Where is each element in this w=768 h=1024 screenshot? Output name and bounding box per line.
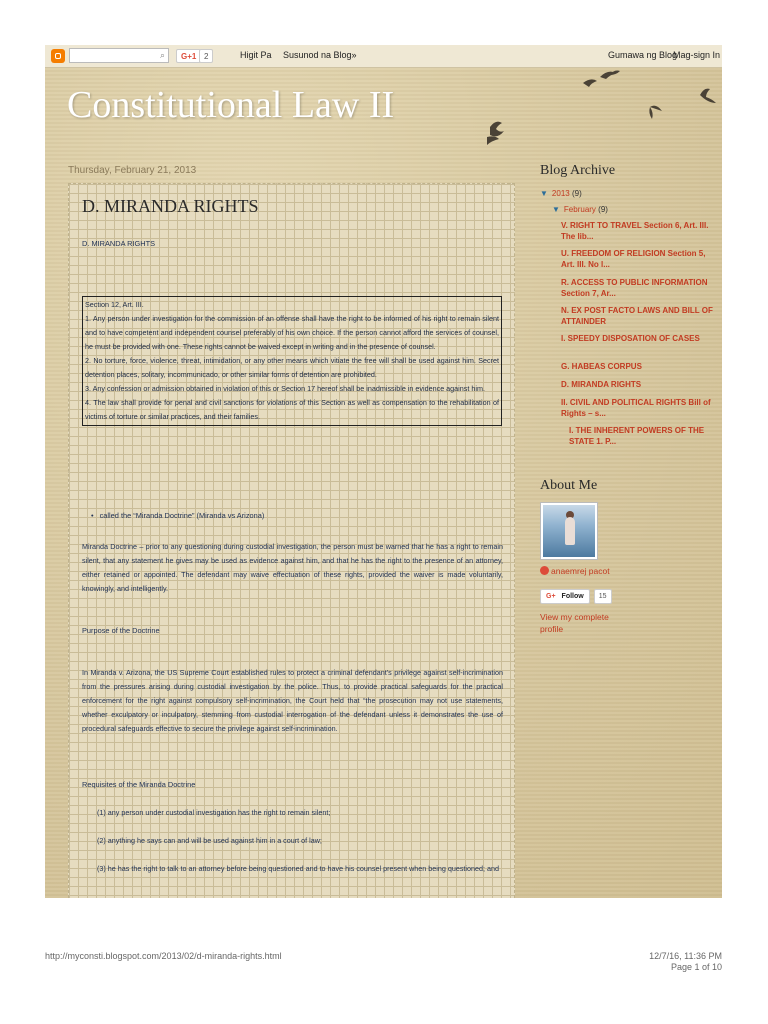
- follow-label[interactable]: Follow: [561, 593, 584, 600]
- about-heading: About Me: [540, 478, 598, 493]
- archive-post-link[interactable]: R. ACCESS TO PUBLIC INFORMATION Section 7, Ar...: [561, 278, 708, 298]
- blog-page: [45, 45, 722, 898]
- profile-photo[interactable]: [543, 505, 595, 557]
- profile-name[interactable]: [540, 566, 610, 577]
- more-link[interactable]: Higit Pa: [240, 50, 272, 60]
- archive-month-count: (9): [598, 205, 608, 214]
- section-heading: Section 12, Art. III.: [85, 300, 144, 309]
- expand-triangle-icon[interactable]: ▼: [540, 189, 548, 198]
- archive-post-link[interactable]: D. MIRANDA RIGHTS: [561, 380, 642, 389]
- requisite-3: (3) he has the right to talk to an attorney before being questioned and to have his counsel present when being questioned; and: [97, 864, 499, 873]
- view-profile-link[interactable]: View my complete profile: [540, 612, 609, 634]
- section-clause-2: 2. No torture, force, violence, threat, intimidation, or any other means which vitiate the free will shall be used against him. Secret detention places, solitary, incommunicado, or other similar forms of detention are prohibited.: [85, 356, 499, 379]
- section-clause-1: 1. Any person under investigation for the commission of an offense shall have the right to be informed of his right to remain silent and to have competent and independent counsel preferably of his own choice. If the person cannot afford the services of counsel, he must be provided with one. These rights cannot be waived except in writing and in the presence of counsel.: [85, 314, 499, 351]
- archive-heading: Blog Archive: [540, 163, 616, 178]
- search-input[interactable]: [69, 48, 169, 63]
- sign-in-link[interactable]: Mag-sign In: [673, 50, 721, 60]
- archive-post-link[interactable]: U. FREEDOM OF RELIGION Section 5, Art. III. No l...: [561, 249, 706, 269]
- footer-meta: [649, 951, 722, 973]
- purpose-paragraph: In Miranda v. Arizona, the US Supreme Court established rules to protect a criminal defendant’s privilege against self-incrimination from the pressures arising during custodial investigation by the police. Thus, to provide practical safeguards for the practical enforcement for the right against compulsory self-incrimination, the Court held that “the prosecution may not use statements, whether exculpatory or inculpatory, stemming from custodial interrogation of the defendant unless it demonstrates the use of procedural safeguards effective to secure the privilege against self-incrimination.: [82, 668, 503, 733]
- avatar[interactable]: [540, 502, 598, 560]
- post-subtitle: D. MIRANDA RIGHTS: [82, 239, 156, 248]
- create-blog-link[interactable]: Gumawa ng Blog: [608, 50, 678, 60]
- follow-button[interactable]: [540, 589, 590, 604]
- follow-count: 15: [594, 589, 612, 604]
- doctrine-bullet: • called the “Miranda Doctrine” (Miranda vs Arizona): [91, 511, 264, 520]
- search-icon[interactable]: ⌕: [159, 50, 165, 60]
- expand-triangle-icon[interactable]: ▼: [552, 205, 560, 214]
- archive-post-link[interactable]: I. SPEEDY DISPOSATION OF CASES: [561, 334, 700, 343]
- follow-widget: [540, 589, 612, 602]
- footer-url: http://myconsti.blogspot.com/2013/02/d-miranda-rights.html: [45, 951, 282, 961]
- google-plus-icon: [540, 566, 549, 575]
- profile-name-label[interactable]: anaemrej pacot: [551, 566, 610, 576]
- section-clause-3: 3. Any confession or admission obtained in violation of this or Section 17 hereof shall be inadmissible in evidence against him.: [85, 384, 485, 393]
- archive-month[interactable]: [552, 205, 608, 214]
- post-title[interactable]: D. MIRANDA RIGHTS: [82, 196, 259, 216]
- blog-title[interactable]: Constitutional Law II: [67, 84, 395, 126]
- google-plus-icon: G+: [546, 593, 556, 600]
- archive-year-label[interactable]: 2013: [551, 189, 570, 198]
- birds-decoration-icon: [475, 65, 722, 155]
- archive-post-link[interactable]: II. CIVIL AND POLITICAL RIGHTS Bill of Rights – s...: [561, 398, 711, 418]
- post-body: [68, 183, 515, 898]
- section-12-box: [82, 296, 502, 426]
- archive-year[interactable]: [540, 189, 582, 198]
- purpose-heading: Purpose of the Doctrine: [82, 626, 160, 635]
- blogger-logo-icon[interactable]: [51, 49, 65, 63]
- footer-datetime: 12/7/16, 11:36 PM: [649, 951, 722, 961]
- section-clause-4: 4. The law shall provide for penal and civil sanctions for violations of this Section as well as compensation to the rehabilitation of victims of torture or similar practices, and their families.: [85, 398, 499, 421]
- archive-post-link[interactable]: V. RIGHT TO TRAVEL Section 6, Art. III. The lib...: [561, 221, 709, 241]
- gplus-button[interactable]: G+1: [176, 49, 201, 63]
- next-blog-link[interactable]: Susunod na Blog»: [283, 50, 357, 60]
- post-date: Thursday, February 21, 2013: [68, 165, 197, 176]
- requisite-1: (1) any person under custodial investigation has the right to remain silent;: [97, 808, 331, 817]
- archive-post-link[interactable]: N. EX POST FACTO LAWS AND BILL OF ATTAINDER: [561, 306, 713, 326]
- archive-post-link[interactable]: G. HABEAS CORPUS: [561, 362, 642, 371]
- requisites-heading: Requisites of the Miranda Doctrine: [82, 780, 196, 789]
- doctrine-paragraph: Miranda Doctrine – prior to any questioning during custodial investigation, the person must be warned that he has a right to remain silent, that any statement he gives may be used as evidence against him, and that he has the right to the presence of an attorney, either retained or appointed. The defendant may waive effectuation of these rights, provided the waiver is made voluntarily, knowingly, and intelligently.: [82, 542, 503, 593]
- gplus-count: 2: [199, 49, 213, 63]
- archive-post-link[interactable]: I. THE INHERENT POWERS OF THE STATE 1. P...: [569, 426, 705, 446]
- archive-year-count: (9): [571, 189, 582, 198]
- footer-page-number: Page 1 of 10: [670, 962, 722, 972]
- requisite-2: (2) anything he says can and will be used against him in a court of law;: [97, 836, 322, 845]
- archive-month-label[interactable]: February: [563, 205, 596, 214]
